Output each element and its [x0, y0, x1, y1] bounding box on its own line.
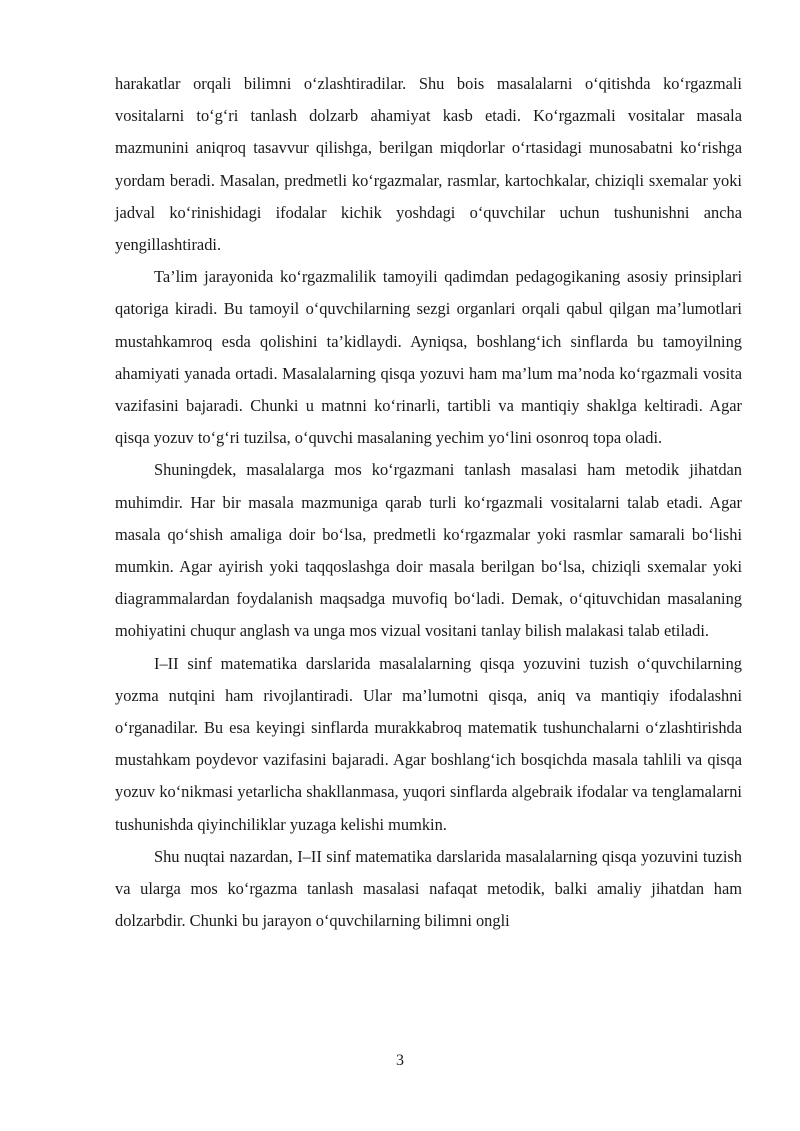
paragraph-visual-principle: Ta’lim jarayonida ko‘rgazmalilik tamoyili qadimdan pedagogikaning asosiy prinsiplari qatoriga kiradi. Bu tamoyil o‘quvchilarning sezgi organlari orqali qabul qilgan ma’lumotlari mustahkamroq esda qolishini ta’kidlaydi. Ayniqsa, boshlang‘ich sinflarda bu tamoyilning ahamiyati yanada ortadi. Masalalarning qisqa yozuvi ham ma’lum ma’noda ko‘rgazmali vosita vazifasini bajaradi. Chunki u matnni ko‘rinarli, tartibli va mantiqiy shaklga keltiradi. Agar qisqa yozuv to‘g‘ri tuzilsa, o‘quvchi masalaning yechim yo‘lini osonroq topa oladi.: [115, 267, 742, 448]
paragraph-continuation: harakatlar orqali bilimni o‘zlashtiradilar. Shu bois masalalarni o‘qitishda ko‘rgazmali vositalarni to‘g‘ri tanlash dolzarb ahamiyat kasb etadi. Ko‘rgazmali vositalar masala mazmunini aniqroq tasavvur qilishga, berilgan miqdorlar o‘rtasidagi munosabatni ko‘rishga yordam beradi. Masalan, predmetli ko‘rgazmalar, rasmlar, kartochkalar, chiziqli sxemalar yoki jadval ko‘rinishidagi ifodalar kichik yoshdagi o‘quvchilar uchun tushunishni ancha yengillashtiradi.: [115, 74, 742, 255]
page-number: 3: [396, 1052, 404, 1069]
paragraph-choosing-visual-aids: Shuningdek, masalalarga mos ko‘rgazmani tanlash masalasi ham metodik jihatdan muhimdir. Har bir masala mazmuniga qarab turli ko‘rgazmali vositalarni talab etadi. Agar masala qo‘shish amaliga doir bo‘lsa, predmetli ko‘rgazmalar yoki rasmlar samarali bo‘lishi mumkin. Agar ayirish yoki taqqoslashga doir masala berilgan bo‘lsa, chiziqli sxemalar yoki diagrammalardan foydalanish maqsadga muvofiq bo‘ladi. Demak, o‘qituvchidan masalaning mohiyatini chuqur anglash va unga mos vizual vositani tanlay bilish malakasi talab etiladi.: [115, 460, 742, 641]
paragraph-relevance: Shu nuqtai nazardan, I–II sinf matematika darslarida masalalarning qisqa yozuvini tuzish va ularga mos ko‘rgazma tanlash masalasi nafaqat metodik, balki amaliy jihatdan ham dolzarbdir. Chunki bu jarayon o‘quvchilarning bilimni ongli: [115, 846, 742, 931]
paragraph-written-speech: I–II sinf matematika darslarida masalalarning qisqa yozuvini tuzish o‘quvchilarning yozma nutqini ham rivojlantiradi. Ular ma’lumotni qisqa, aniq va mantiqiy ifodalashni o‘rganadilar. Bu esa keyingi sinflarda murakkabroq matematik tushunchalarni o‘zlashtirishda mustahkam poydevor vazifasini bajaradi. Agar boshlang‘ich bosqichda masala tahlili va qisqa yozuv ko‘nikmasi yetarlicha shakllanmasa, yuqori sinflarda algebraik ifodalar va tenglamalarni tushunishda qiyinchiliklar yuzaga kelishi mumkin.: [115, 653, 742, 834]
document-body: [115, 68, 742, 937]
